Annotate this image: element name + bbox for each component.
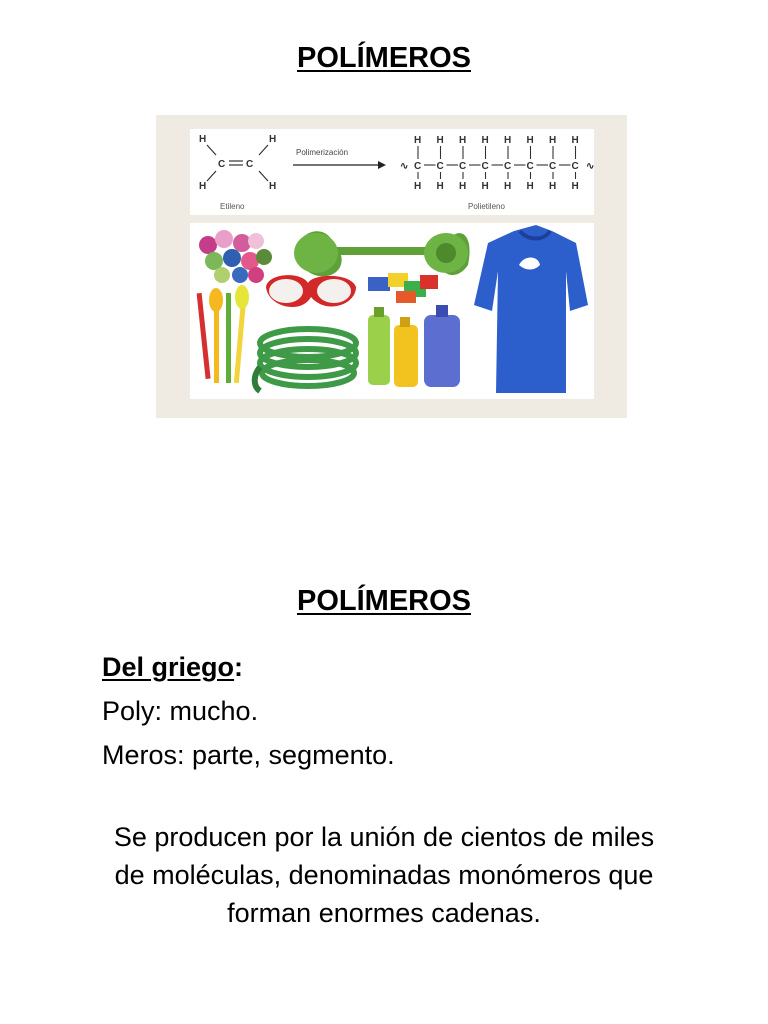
- svg-text:H: H: [571, 135, 579, 146]
- svg-text:C: C: [246, 159, 254, 170]
- svg-text:C: C: [526, 161, 534, 172]
- svg-text:H: H: [549, 181, 557, 192]
- ethylene-label: Etileno: [220, 202, 245, 211]
- svg-text:H: H: [481, 181, 489, 192]
- svg-text:H: H: [459, 181, 467, 192]
- svg-text:H: H: [436, 135, 444, 146]
- svg-text:C: C: [481, 161, 489, 172]
- slide-2-title: POLÍMEROS: [296, 585, 471, 617]
- svg-text:H: H: [199, 134, 207, 145]
- svg-text:H: H: [199, 181, 207, 192]
- svg-text:H: H: [571, 181, 579, 192]
- svg-text:C: C: [571, 161, 579, 172]
- etymology-block: [102, 645, 395, 777]
- meros-line: Meros: parte, segmento.: [102, 740, 395, 770]
- svg-text:H: H: [504, 181, 512, 192]
- svg-text:C: C: [218, 159, 226, 170]
- svg-text:∿: ∿: [586, 161, 595, 172]
- svg-text:H: H: [481, 135, 489, 146]
- definition-paragraph: Se producen por la unión de cientos de miles de moléculas, denominadas monómeros que forman enormes cadenas.: [113, 822, 655, 928]
- poly-line: Poly: mucho.: [102, 696, 259, 726]
- svg-text:H: H: [526, 135, 534, 146]
- svg-text:H: H: [549, 135, 557, 146]
- reaction-label: Polimerización: [296, 148, 349, 157]
- origin-heading: Del griego:: [102, 652, 244, 682]
- polymer-illustration: [156, 115, 627, 418]
- svg-text:H: H: [414, 181, 422, 192]
- svg-text:H: H: [269, 134, 277, 145]
- svg-text:∿: ∿: [400, 161, 409, 172]
- svg-text:H: H: [526, 181, 534, 192]
- svg-text:H: H: [269, 181, 277, 192]
- svg-text:H: H: [436, 181, 444, 192]
- svg-text:C: C: [436, 161, 444, 172]
- slide-1-title: POLÍMEROS: [296, 42, 471, 74]
- svg-text:C: C: [459, 161, 467, 172]
- svg-text:C: C: [504, 161, 512, 172]
- svg-text:H: H: [414, 135, 422, 146]
- svg-text:H: H: [504, 135, 512, 146]
- svg-text:C: C: [549, 161, 557, 172]
- svg-text:H: H: [459, 135, 467, 146]
- svg-text:C: C: [414, 161, 422, 172]
- polyethylene-label: Polietileno: [468, 202, 505, 211]
